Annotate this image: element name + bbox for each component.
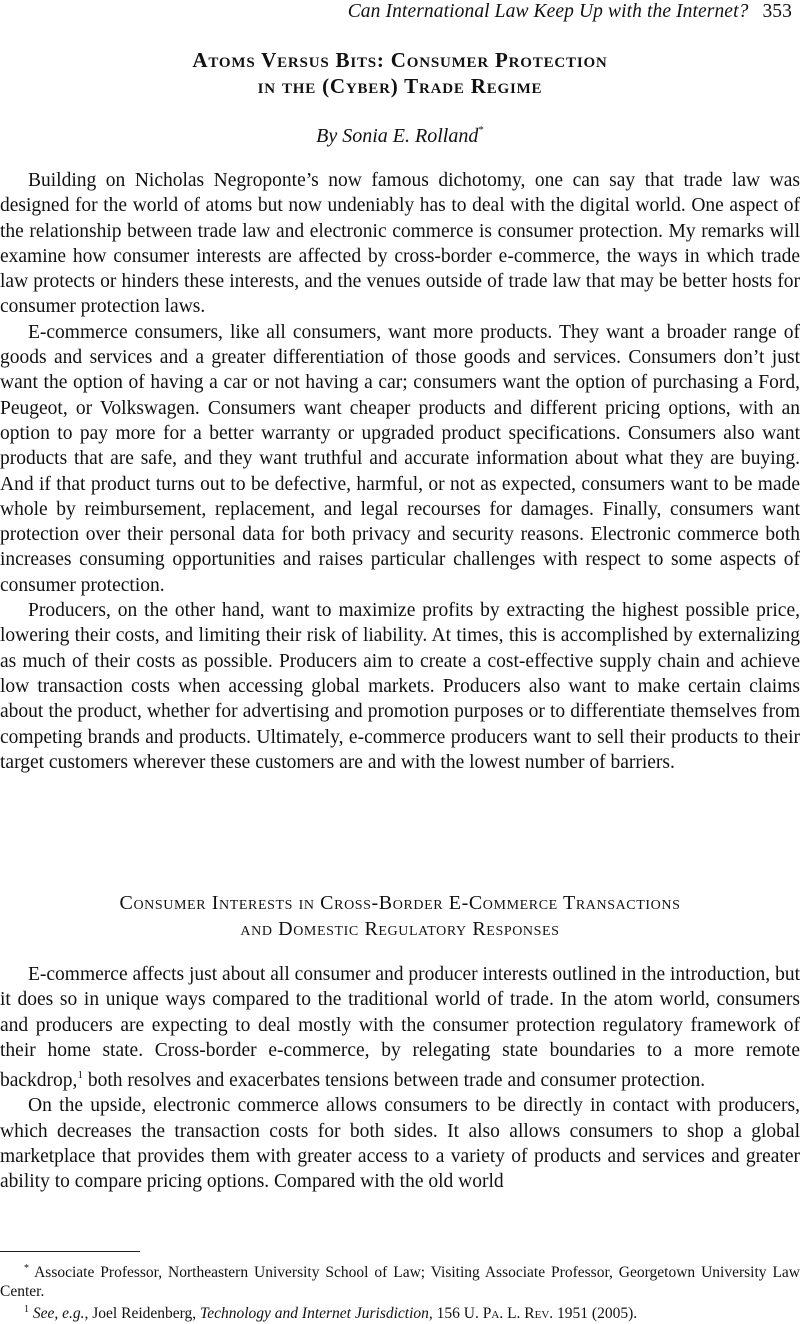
- article-title-line-1: Atoms Versus Bits: Consumer Protection: [192, 48, 608, 72]
- footnote-1-work: Technology and Internet Jurisdiction: [200, 1305, 429, 1322]
- byline-author: By Sonia E. Rolland: [316, 125, 479, 147]
- section-heading: [0, 890, 800, 942]
- paragraph-4-text-b: both resolves and exacerbates tensions between trade and consumer protection.: [82, 1070, 706, 1092]
- byline-footnote-mark: *: [478, 124, 484, 136]
- article-title-line-2: in the (Cyber) Trade Regime: [257, 74, 543, 98]
- paragraph-4: [0, 962, 800, 1093]
- footnote-1-signal: See, e.g.,: [32, 1305, 89, 1322]
- footnotes: [0, 1260, 800, 1324]
- footnote-star-mark: *: [24, 1263, 29, 1274]
- footnote-ref-1[interactable]: 1: [77, 1069, 83, 1082]
- byline: [0, 124, 800, 148]
- paragraph-5: On the upside, electronic commerce allows consumers to be directly in contact with producers, which decreases the transaction costs for both sides. It also allows consumers to shop a global marketplace that provides them with greater access to a variety of products and services and greater ability to compare pricing options. Compared with the old world: [0, 1095, 800, 1193]
- section-heading-line-1: Consumer Interests in Cross-Border E-Commerce Transactions: [119, 892, 681, 914]
- section-heading-line-2: and Domestic Regulatory Responses: [240, 918, 560, 940]
- article-title: [0, 47, 800, 99]
- footnote-1-cite-a: , 156 U.: [428, 1305, 483, 1322]
- footnote-star-text: Associate Professor, Northeastern University School of Law; Visiting Associate Professor, Georgetown University Law Center.: [0, 1264, 800, 1300]
- page-number: 353: [762, 1, 792, 22]
- paragraph-3: Producers, on the other hand, want to maximize profits by extracting the highest possible price, lowering their costs, and limiting their risk of liability. At times, this is accomplished by externalizing as much of their costs as possible. Producers aim to create a cost-effective supply chain and achieve low transaction costs when accessing global markets. Producers also want to make certain claims about the product, whether for advertising and promotion purposes or to differentiate themselves from competing brands and products. Ultimately, e-commerce producers want to sell their products to their target customers wherever these customers are and with the lowest number of barriers.: [0, 600, 800, 773]
- running-head: [348, 1, 792, 23]
- footnote-1: [0, 1301, 800, 1324]
- intro-body: [0, 168, 800, 775]
- paragraph-4-text-a: E-commerce affects just about all consumer and producer interests outlined in the introduction, but it does so in unique ways compared to the traditional world of trade. In the atom world, consumers and producers are expecting to deal mostly with the consumer protection regulatory framework of their home state. Cross-border e-commerce, by relegating state boundaries to a more remote backdrop,: [0, 964, 800, 1092]
- footnote-1-author: Joel Reidenberg,: [88, 1305, 201, 1322]
- footnote-1-cite-c: 1951 (2005).: [553, 1305, 638, 1322]
- footnote-1-mark: 1: [24, 1304, 29, 1315]
- paragraph-1: Building on Nicholas Negroponte’s now famous dichotomy, one can say that trade law was designed for the world of atoms but now undeniably has to deal with the digital world. One aspect of the relationship between trade law and electronic commerce is consumer protection. My remarks will examine how consumer interests are affected by cross-border e-commerce, the ways in which trade law protects or hinders these interests, and the venues outside of trade law that may be better hosts for consumer protection laws.: [0, 170, 800, 318]
- paragraph-2: E-commerce consumers, like all consumers, want more products. They want a broader range of goods and services and a greater differentiation of those goods and services. Consumers don’t just want the option of having a car or not having a car; consumers want the option of purchasing a Ford, Peugeot, or Volkswagen. Consumers want cheaper products and different pricing options, with an option to pay more for a better warranty or upgraded product specifications. Consumers also want products that are safe, and they want truthful and accurate information about what they are buying. And if that product turns out to be defective, harmful, or not as expected, consumers want to be made whole by reimbursement, replacement, and legal recourses for damages. Finally, consumers want protection over their personal data for both privacy and security reasons. Electronic commerce both increases consuming opportunities and raises particular challenges with respect to some aspects of consumer protection.: [0, 321, 800, 596]
- section-body: [0, 962, 800, 1195]
- footnote-1-journal: Pa. L. Rev.: [482, 1305, 554, 1322]
- footnote-star: [0, 1260, 800, 1301]
- footnote-rule: [0, 1251, 140, 1252]
- running-head-title: Can International Law Keep Up with the Internet?: [347, 1, 749, 22]
